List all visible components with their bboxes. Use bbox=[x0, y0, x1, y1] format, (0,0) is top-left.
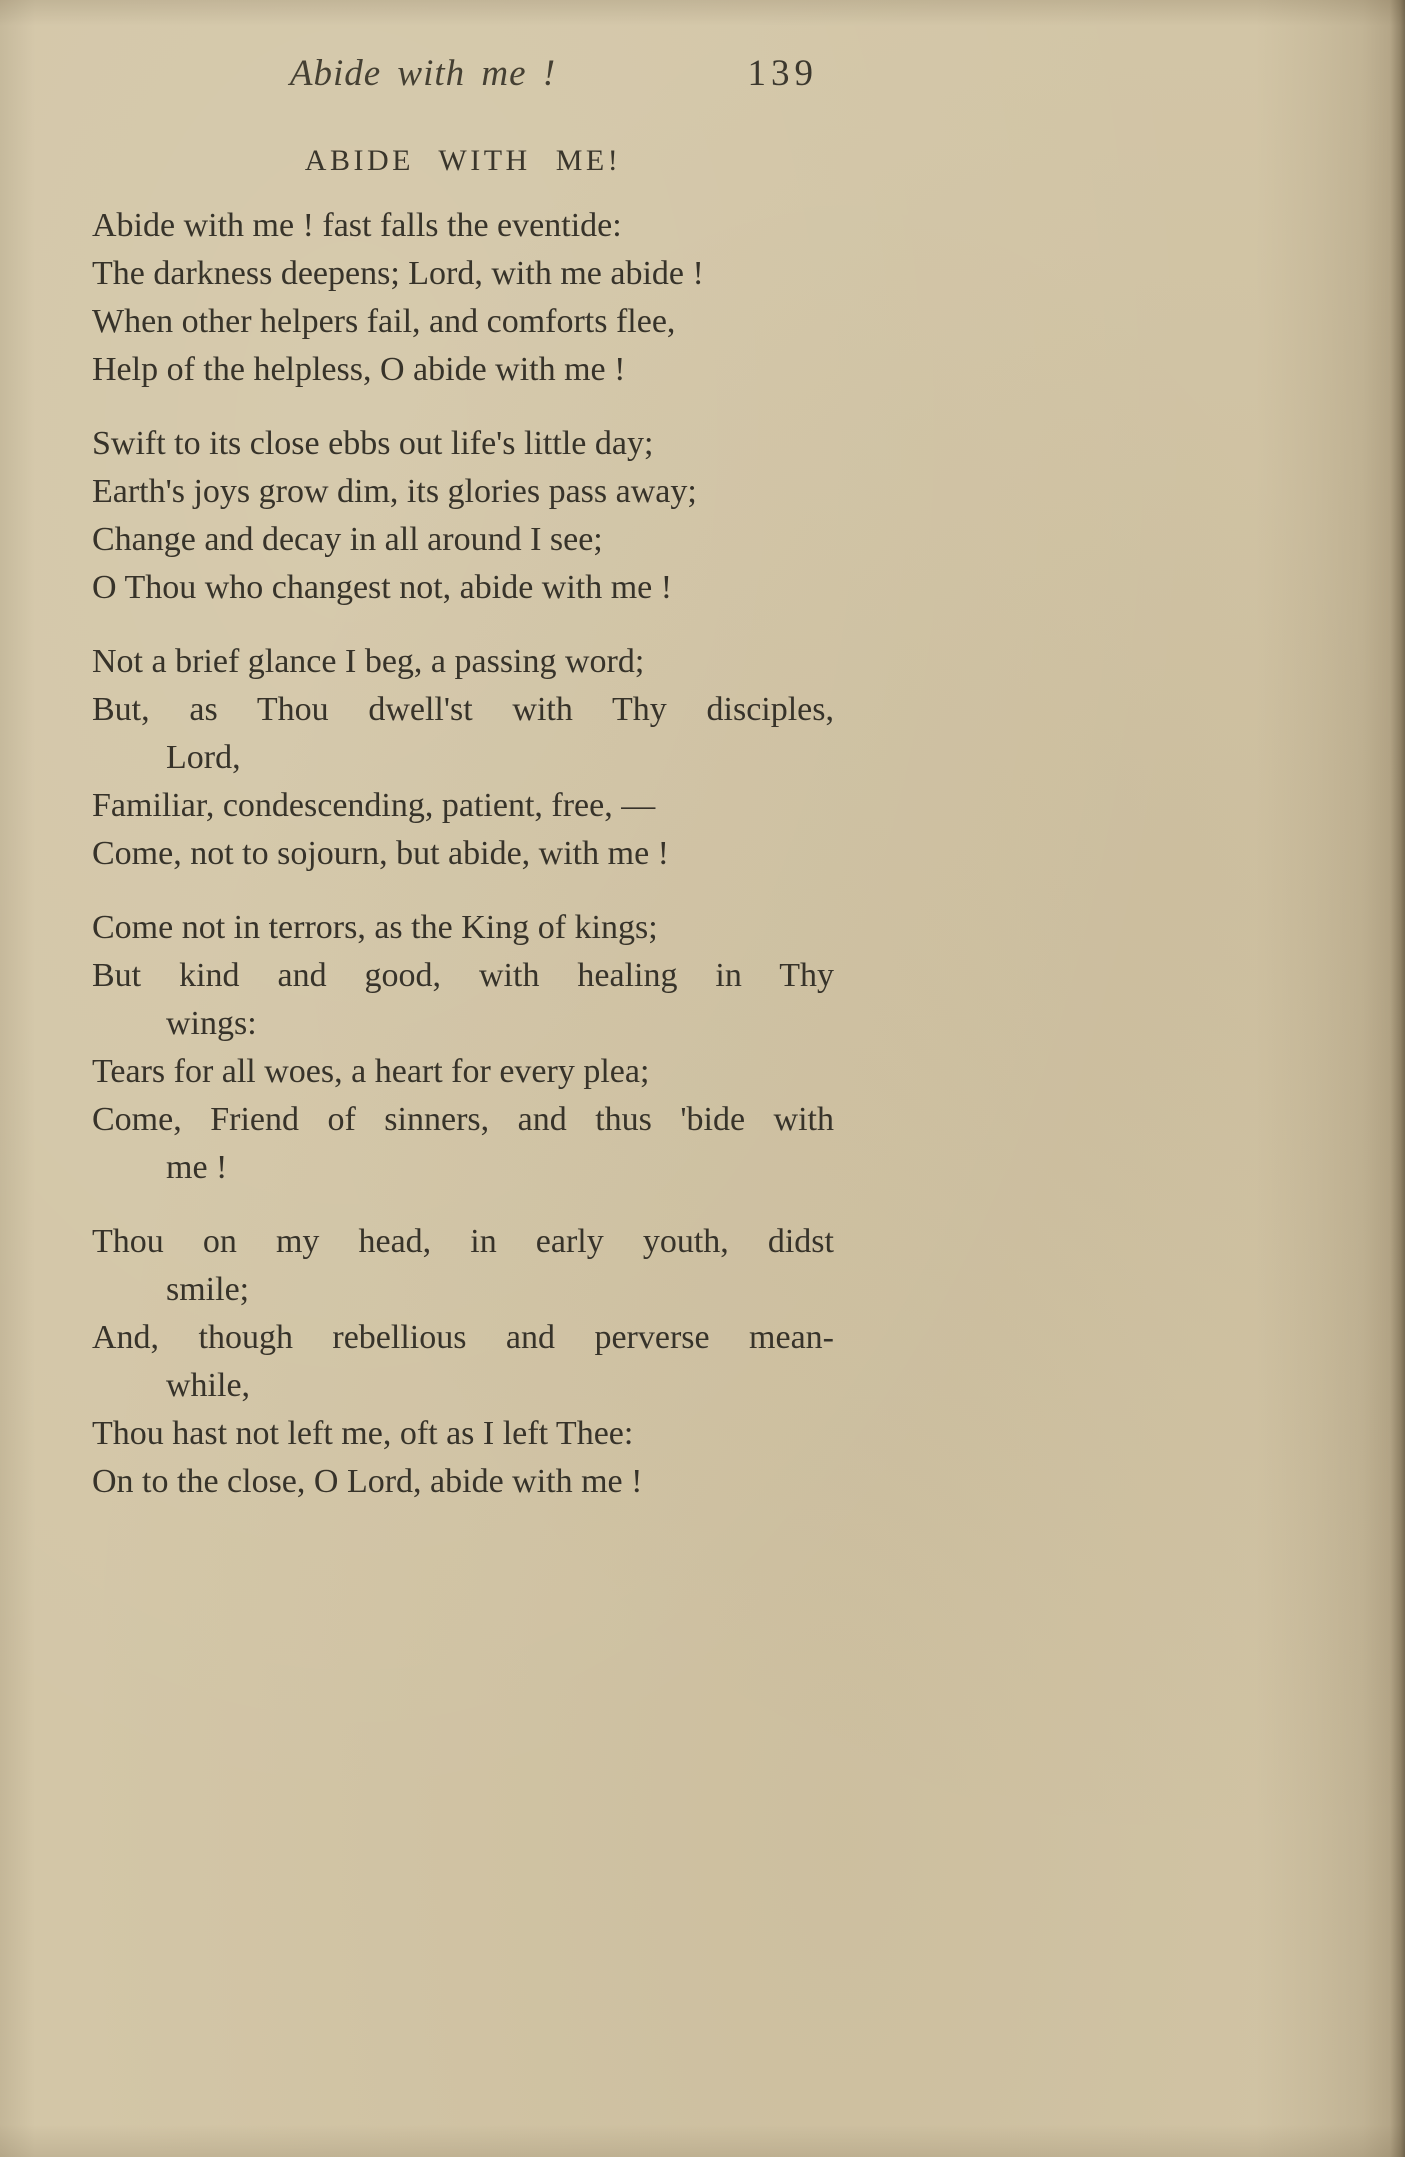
poem-line: Come not in terrors, as the King of kings; bbox=[92, 909, 658, 946]
page-edge-shadow bbox=[1255, 0, 1405, 2157]
poem-line: Abide with me ! fast falls the eventide: bbox=[92, 207, 622, 244]
poem-line: But kind and good, with healing in Thy bbox=[92, 957, 834, 994]
poem-line: Come, Friend of sinners, and thus 'bide with bbox=[92, 1101, 834, 1138]
poem-line: On to the close, O Lord, abide with me ! bbox=[92, 1463, 643, 1500]
poem-line: O Thou who changest not, abide with me ! bbox=[92, 569, 673, 606]
poem-body bbox=[92, 202, 834, 1506]
poem-line: wings: bbox=[166, 1005, 257, 1042]
poem-line: When other helpers fail, and comforts flee, bbox=[92, 303, 676, 340]
running-title: Abide with me ! bbox=[289, 53, 557, 94]
text-column bbox=[92, 0, 834, 1532]
stanza bbox=[92, 904, 834, 1192]
poem-line: Familiar, condescending, patient, free, — bbox=[92, 787, 656, 824]
poem-line: But, as Thou dwell'st with Thy disciples, bbox=[92, 691, 834, 728]
poem-line: while, bbox=[166, 1367, 251, 1404]
poem-line: Thou hast not left me, oft as I left Thee: bbox=[92, 1415, 634, 1452]
stanza bbox=[92, 420, 834, 612]
page-header bbox=[92, 52, 834, 110]
poem-line: Tears for all woes, a heart for every plea; bbox=[92, 1053, 650, 1090]
poem-line: Change and decay in all around I see; bbox=[92, 521, 603, 558]
stanza bbox=[92, 1218, 834, 1506]
poem-line: And, though rebellious and perverse mean- bbox=[92, 1319, 834, 1356]
stanza bbox=[92, 638, 834, 878]
poem-line: smile; bbox=[166, 1271, 250, 1308]
poem-line: Swift to its close ebbs out life's little day; bbox=[92, 425, 654, 462]
poem-line: Lord, bbox=[166, 739, 241, 776]
hymn-title: ABIDE WITH ME! bbox=[304, 144, 622, 177]
poem-line: Help of the helpless, O abide with me ! bbox=[92, 351, 626, 388]
poem-line: me ! bbox=[166, 1149, 228, 1186]
poem-line: Not a brief glance I beg, a passing word; bbox=[92, 643, 645, 680]
page-number: 139 bbox=[747, 53, 818, 94]
poem-line: Earth's joys grow dim, its glories pass away; bbox=[92, 473, 697, 510]
poem-line: Come, not to sojourn, but abide, with me ! bbox=[92, 835, 669, 872]
poem-line: Thou on my head, in early youth, didst bbox=[92, 1223, 834, 1260]
stanza bbox=[92, 202, 834, 394]
poem-line: The darkness deepens; Lord, with me abide ! bbox=[92, 255, 704, 292]
